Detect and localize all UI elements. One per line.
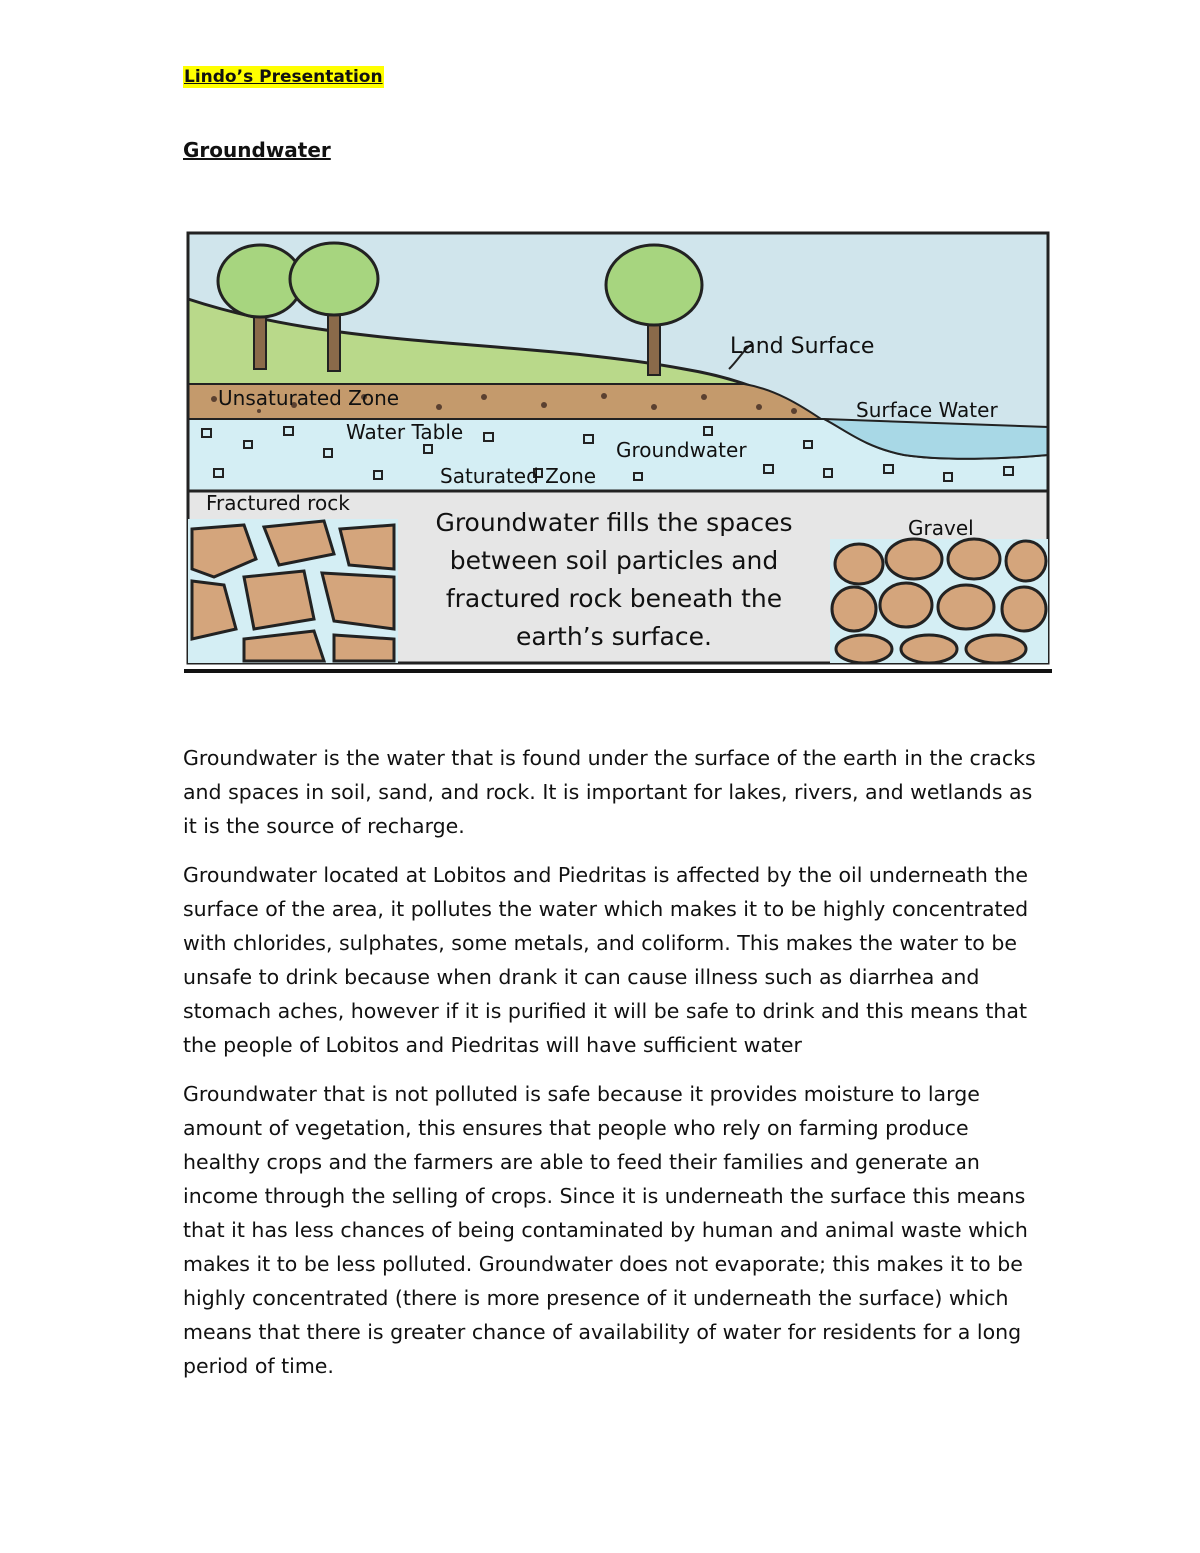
presentation-header: Lindo’s Presentation (184, 67, 383, 87)
caption-line: Groundwater fills the spaces (435, 508, 793, 537)
paragraph: Groundwater located at Lobitos and Piedritas is affected by the oil underneath the surface of the area, it pollutes the water which makes it to be highly concentrated with chlorides, sulphates, some metals, and coliform. This makes the water to be unsafe to drink because when drank it can cause illness such as diarrhea and stomach aches, however if it is purified it will be safe to drink and this means that the people of Lobitos and Piedritas will have sufficient water (183, 863, 1029, 1057)
paragraph: Groundwater is the water that is found under the surface of the earth in the cracks and spaces in soil, sand, and rock. It is important for lakes, rivers, and wetlands as it is the source of recharge. (183, 746, 1036, 838)
paragraph: Groundwater that is not polluted is safe because it provides moisture to large amount of vegetation, this ensures that people who rely on farming produce healthy crops and the farmers are able to feed their families and generate an income through the selling of crops. Since it is underneath the surface this means that it has less chances of being contaminated by human and animal waste which makes it to be less polluted. Groundwater does not evaporate; this makes it to be highly concentrated (there is more presence of it underneath the surface) which means that there is greater chance of availability of water for residents for a long period of time. (183, 1082, 1028, 1378)
label-land-surface: Land Surface (730, 334, 875, 359)
label-gravel: Gravel (908, 516, 974, 540)
label-groundwater: Groundwater (616, 438, 747, 462)
label-water-table: Water Table (346, 420, 464, 444)
caption-line: fractured rock beneath the (445, 584, 783, 613)
label-unsaturated-zone: Unsaturated Zone (218, 386, 400, 410)
gravel-panel (830, 539, 1048, 663)
label-fractured-rock: Fractured rock (206, 491, 350, 515)
caption-line: between soil particles and (449, 546, 779, 575)
label-surface-water: Surface Water (856, 398, 998, 422)
fractured-rock (188, 519, 398, 663)
groundwater-diagram (184, 229, 1052, 675)
body-text (183, 741, 1043, 1398)
label-saturated-zone: Saturated Zone (440, 464, 597, 488)
caption-line: earth’s surface. (516, 622, 712, 651)
section-title: Groundwater (183, 138, 331, 162)
